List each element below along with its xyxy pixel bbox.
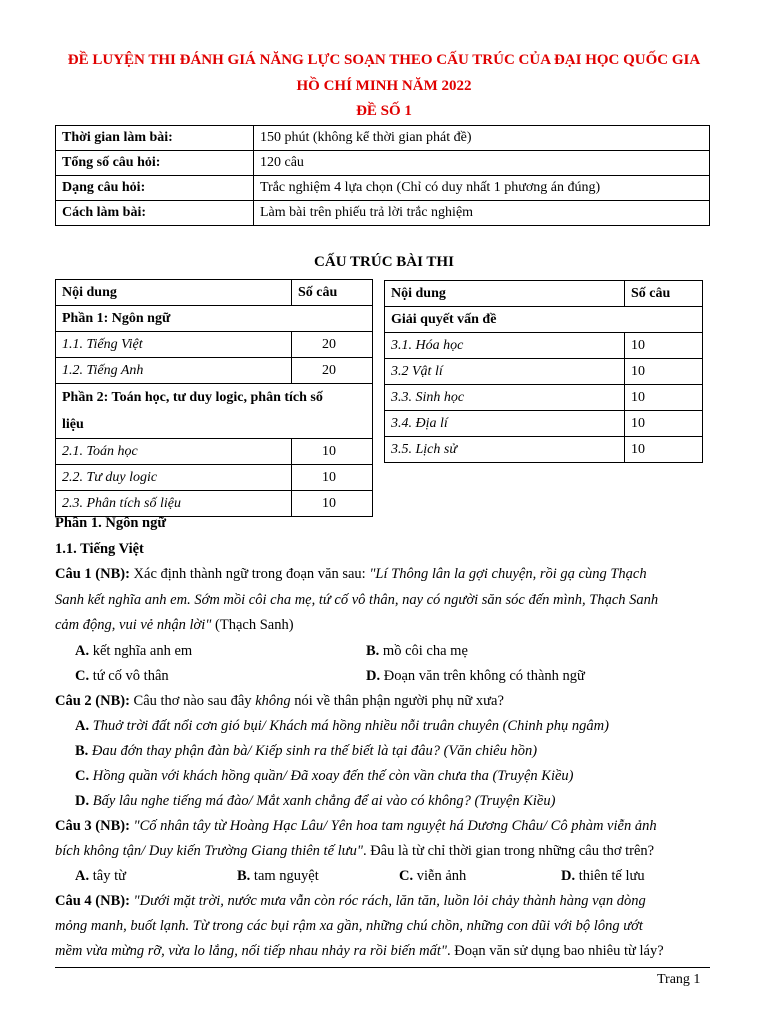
option-letter: A. (75, 718, 90, 734)
option-letter: D. (561, 868, 576, 884)
option-text: viễn ảnh (416, 868, 467, 884)
question-3 (55, 813, 715, 839)
info-value: 150 phút (không kể thời gian phát đề) (254, 126, 710, 151)
document-title-line2: HỒ CHÍ MINH NĂM 2022 (296, 78, 472, 94)
question-passage: mềm vừa mừng rỡ, vừa lo lắng, nối tiếp nhau nhảy ra rồi biến mất" (55, 943, 447, 959)
row-name: 2.3. Phân tích số liệu (56, 491, 292, 517)
row-name: 1.2. Tiếng Anh (56, 358, 292, 384)
option-text: thiên tế lưu (578, 868, 645, 884)
option-letter: A. (75, 868, 90, 884)
table-row (385, 385, 703, 411)
info-value: Trắc nghiệm 4 lựa chọn (Chỉ có duy nhất 1 phương án đúng) (254, 176, 710, 201)
info-key: Tổng số câu hỏi: (56, 151, 254, 176)
table-header-row (385, 281, 703, 307)
answer-option-a[interactable] (75, 713, 609, 739)
answer-option-b[interactable] (237, 863, 319, 889)
structure-table-left (55, 279, 373, 517)
option-text: Đoạn văn trên không có thành ngữ (383, 668, 585, 684)
answer-option-d[interactable] (75, 788, 555, 814)
option-text: tứ cố vô thân (92, 668, 169, 684)
part-2-title (56, 384, 373, 439)
question-passage: cảm động, vui vẻ nhận lời" (55, 617, 212, 633)
answer-option-a[interactable] (75, 863, 126, 889)
row-count: 10 (292, 491, 373, 517)
option-text: tây từ (92, 868, 126, 884)
option-letter: C. (75, 768, 90, 784)
structure-heading: CẤU TRÚC BÀI THI (314, 254, 454, 270)
row-name: 2.2. Tư duy logic (56, 465, 292, 491)
part-row (56, 384, 373, 439)
answer-option-a[interactable] (75, 638, 192, 664)
question-label: Câu 3 (NB): (55, 818, 130, 834)
info-row (56, 201, 710, 226)
row-count: 20 (292, 358, 373, 384)
question-1 (55, 561, 715, 587)
row-count: 10 (625, 437, 703, 463)
option-letter: C. (399, 868, 414, 884)
row-name: 3.2 Vật lí (385, 359, 625, 385)
table-row (56, 332, 373, 358)
column-header-content: Nội dung (56, 280, 292, 306)
question-source: (Thạch Sanh) (211, 617, 294, 633)
row-count: 10 (625, 333, 703, 359)
table-row (56, 465, 373, 491)
part-row (56, 306, 373, 332)
option-text: kết nghĩa anh em (92, 643, 193, 659)
structure-table-right (384, 280, 703, 463)
subsection-title: 1.1. Tiếng Việt (55, 541, 144, 557)
question-emphasis: không (255, 693, 291, 709)
exam-info-table (55, 125, 710, 226)
question-2 (55, 688, 715, 714)
column-header-count: Số câu (625, 281, 703, 307)
question-label: Câu 2 (NB): (55, 693, 130, 709)
question-passage: "Dưới mặt trời, nước mưa vẫn còn róc rách, lăn tăn, luồn lỏi chảy thành hàng vạn dòng (129, 893, 646, 909)
option-text: tam nguyệt (253, 868, 319, 884)
option-letter: D. (366, 668, 381, 684)
option-text: mồ côi cha mẹ (382, 643, 468, 659)
table-row (56, 439, 373, 465)
table-row (385, 437, 703, 463)
info-row (56, 126, 710, 151)
question-prompt: nói về thân phận người phụ nữ xưa? (290, 693, 504, 709)
row-count: 10 (292, 439, 373, 465)
part-2-title-line2: liệu (62, 417, 84, 432)
question-label: Câu 1 (NB): (55, 566, 130, 582)
option-letter: B. (366, 643, 380, 659)
row-count: 10 (625, 385, 703, 411)
question-prompt: Câu thơ nào sau đây (129, 693, 256, 709)
document-title-line1: ĐỀ LUYỆN THI ĐÁNH GIÁ NĂNG LỰC SOẠN THEO CẤU TRÚC CỦA ĐẠI HỌC QUỐC GIA (67, 52, 701, 68)
row-name: 2.1. Toán học (56, 439, 292, 465)
row-name: 1.1. Tiếng Việt (56, 332, 292, 358)
row-name: 3.3. Sinh học (385, 385, 625, 411)
question-passage: "Lí Thông lân la gợi chuyện, rồi gạ cùng Thạch (369, 566, 647, 582)
question-4-passage-line2: mỏng manh, buốt lạnh. Từ trong các bụi rậm xa gần, những chú chồn, những con dũi với bộ lông ướt (55, 918, 643, 934)
part-row (385, 307, 703, 333)
info-key: Cách làm bài: (56, 201, 254, 226)
row-count: 10 (625, 359, 703, 385)
info-row (56, 151, 710, 176)
answer-option-b[interactable] (366, 638, 468, 664)
part-1-title: Phần 1: Ngôn ngữ (56, 306, 373, 332)
row-name: 3.1. Hóa học (385, 333, 625, 359)
exam-number: ĐỀ SỐ 1 (356, 103, 412, 119)
column-header-count: Số câu (292, 280, 373, 306)
question-4 (55, 888, 715, 914)
table-row (56, 358, 373, 384)
row-name: 3.4. Địa lí (385, 411, 625, 437)
option-letter: B. (75, 743, 89, 759)
info-value: Làm bài trên phiếu trả lời trắc nghiệm (254, 201, 710, 226)
answer-option-d[interactable] (561, 863, 645, 889)
table-row (385, 359, 703, 385)
option-text: Đau đớn thay phận đàn bà/ Kiếp sinh ra thế biết là tại đâu? (Văn chiêu hồn) (91, 743, 538, 759)
question-label: Câu 4 (NB): (55, 893, 130, 909)
table-header-row (56, 280, 373, 306)
info-value: 120 câu (254, 151, 710, 176)
part-3-title: Giải quyết vấn đề (385, 307, 703, 333)
answer-option-b[interactable] (75, 738, 537, 764)
option-text: Hồng quần với khách hồng quần/ Đã xoay đến thế còn vần chưa tha (Truyện Kiều) (92, 768, 574, 784)
table-row (385, 333, 703, 359)
info-key: Dạng câu hỏi: (56, 176, 254, 201)
option-letter: D. (75, 793, 90, 809)
option-letter: C. (75, 668, 90, 684)
answer-option-d[interactable] (366, 663, 585, 689)
question-1-passage-line2: Sanh kết nghĩa anh em. Sớm mồi côi cha mẹ, tứ cố vô thân, nay có người săn sóc đến mình, Thạch Sanh (55, 592, 659, 608)
column-header-content: Nội dung (385, 281, 625, 307)
option-letter: B. (237, 868, 251, 884)
question-4-line3 (55, 938, 715, 964)
question-prompt: . Đoạn văn sử dụng bao nhiêu từ láy? (446, 943, 664, 959)
question-passage: "Cố nhân tây từ Hoàng Hạc Lâu/ Yên hoa tam nguyệt há Dương Châu/ Cô phàm viễn ảnh (129, 818, 657, 834)
question-prompt: Xác định thành ngữ trong đoạn văn sau: (129, 566, 370, 582)
question-passage: bích không tận/ Duy kiến Trường Giang thiên tế lưu" (55, 843, 363, 859)
option-text: Thuở trời đất nổi cơn gió bụi/ Khách má hồng nhiều nỗi truân chuyên (Chinh phụ ngâm) (92, 718, 609, 734)
info-key: Thời gian làm bài: (56, 126, 254, 151)
question-1-passage-line3 (55, 612, 715, 638)
row-count: 10 (292, 465, 373, 491)
part-2-title-line1: Phần 2: Toán học, tư duy logic, phân tích số (62, 390, 323, 405)
question-3-line2 (55, 838, 715, 864)
page-number: Trang 1 (657, 972, 701, 987)
row-name: 3.5. Lịch sử (385, 437, 625, 463)
info-row (56, 176, 710, 201)
question-prompt: . Đâu là từ chỉ thời gian trong những câu thơ trên? (362, 843, 655, 859)
table-row (385, 411, 703, 437)
answer-option-c[interactable] (399, 863, 466, 889)
row-count: 10 (625, 411, 703, 437)
answer-option-c[interactable] (75, 663, 169, 689)
footer-divider (55, 967, 710, 968)
section-title: Phần 1. Ngôn ngữ (55, 515, 167, 531)
row-count: 20 (292, 332, 373, 358)
option-letter: A. (75, 643, 90, 659)
answer-option-c[interactable] (75, 763, 574, 789)
option-text: Bấy lâu nghe tiếng má đào/ Mắt xanh chẳng để ai vào có không? (Truyện Kiều) (92, 793, 556, 809)
